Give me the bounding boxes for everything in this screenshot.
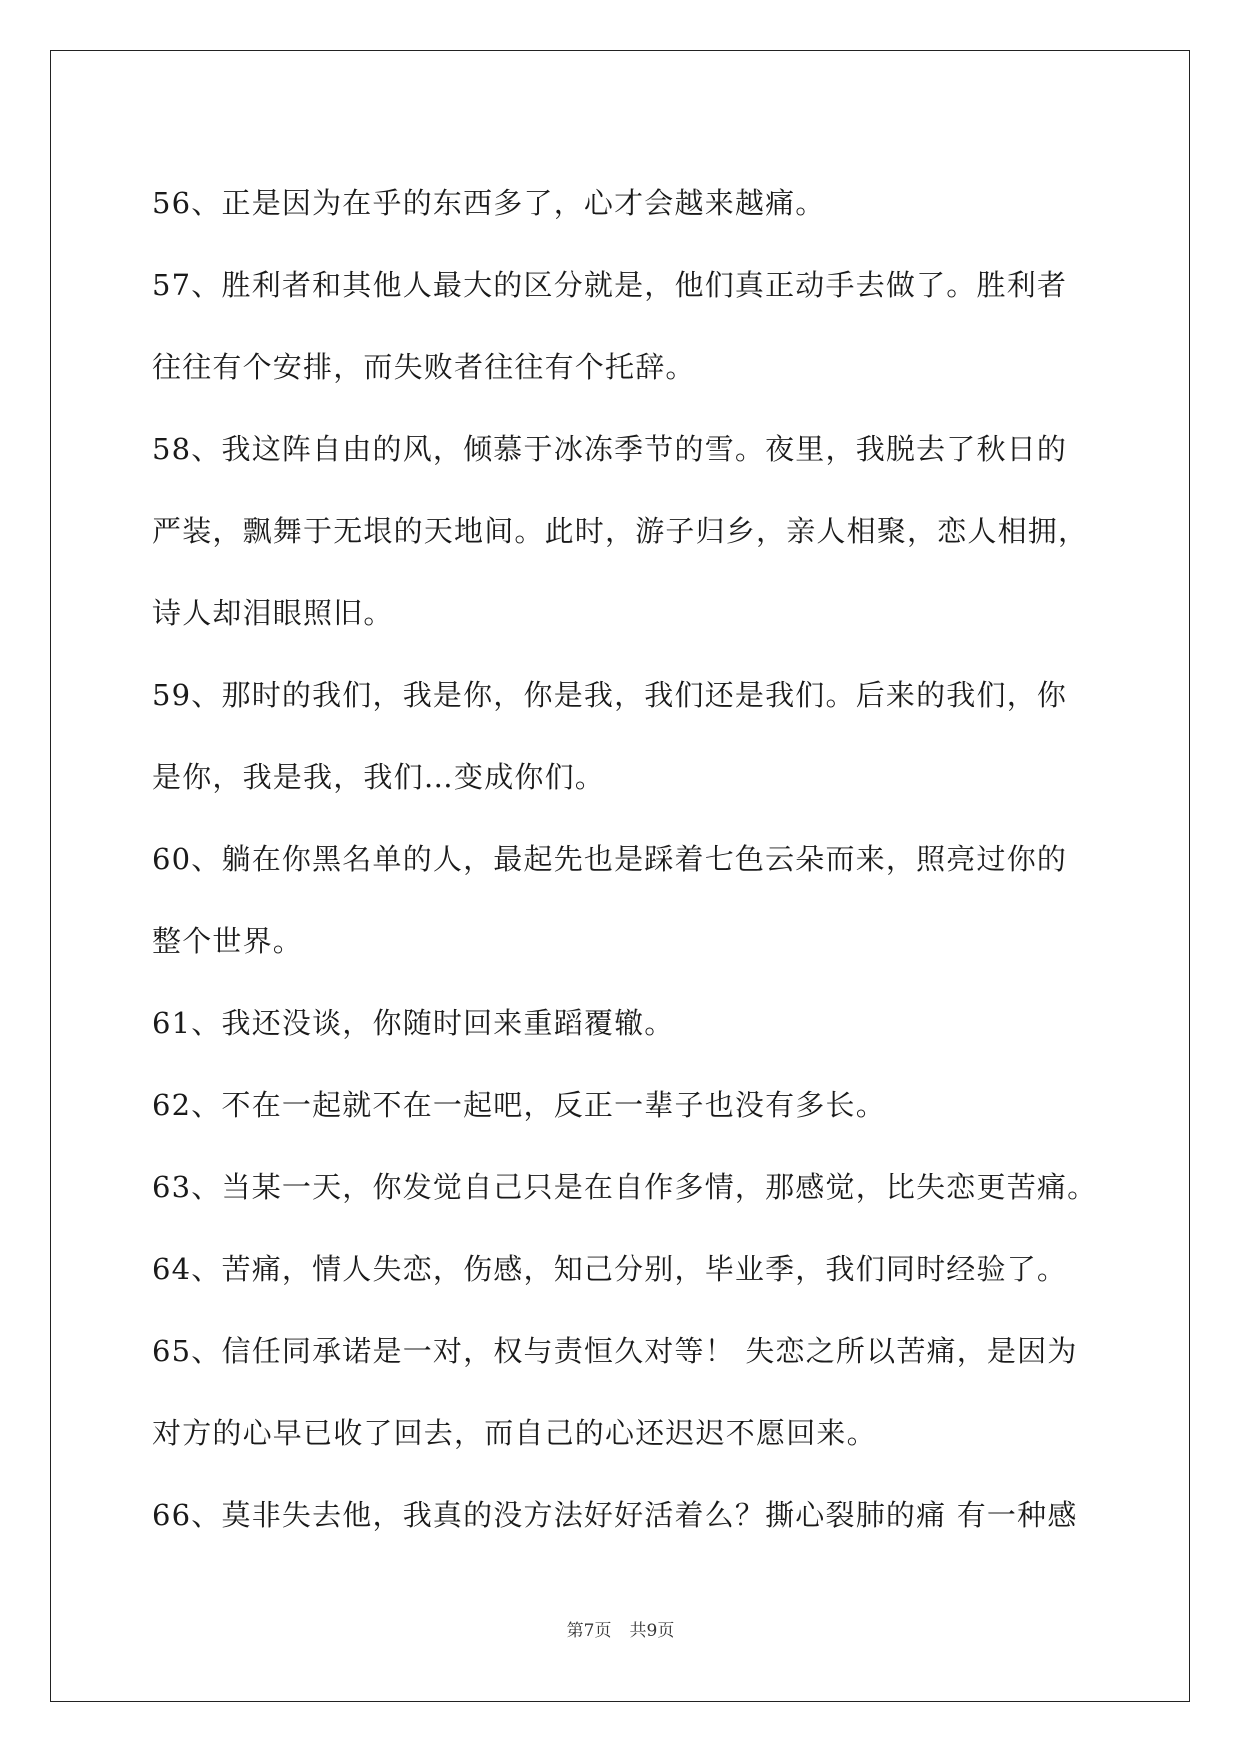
page-total: 共9页 [629,1621,675,1641]
page-number: 第7页 [566,1621,612,1641]
text-line: 诗人却泪眼照旧。 [152,596,394,630]
text-line: 61、我还没谈，你随时回来重蹈覆辙。 [152,1006,675,1040]
text-line: 整个世界。 [152,924,304,958]
text-line: 65、信任同承诺是一对，权与责恒久对等！ 失恋之所以苦痛，是因为 [152,1334,1078,1368]
text-line: 62、不在一起就不在一起吧，反正一辈子也没有多长。 [152,1088,886,1122]
text-line: 66、莫非失去他，我真的没方法好好活着么？撕心裂肺的痛 有一种感 [152,1498,1078,1532]
text-line: 是你，我是我，我们…变成你们。 [152,760,606,794]
text-line: 58、我这阵自由的风，倾慕于冰冻季节的雪。夜里，我脱去了秋日的 [152,432,1068,466]
text-line: 64、苦痛，情人失恋，伤感，知己分别，毕业季，我们同时经验了。 [152,1252,1068,1286]
text-line: 57、胜利者和其他人最大的区分就是，他们真正动手去做了。胜利者 [152,268,1068,302]
text-line: 59、那时的我们，我是你，你是我，我们还是我们。后来的我们，你 [152,678,1068,712]
text-line: 对方的心早已收了回去，而自己的心还迟迟不愿回来。 [152,1416,877,1450]
document-body [152,162,1112,1556]
text-line: 60、躺在你黑名单的人，最起先也是踩着七色云朵而来，照亮过你的 [152,842,1068,876]
text-line: 严装，飘舞于无垠的天地间。此时，游子归乡，亲人相聚，恋人相拥， [152,514,1089,548]
text-line: 56、正是因为在乎的东西多了，心才会越来越痛。 [152,186,826,220]
page-footer [0,1620,1241,1642]
text-line: 63、当某一天，你发觉自己只是在自作多情，那感觉，比失恋更苦痛。 [152,1170,1098,1204]
text-line: 往往有个安排，而失败者往往有个托辞。 [152,350,696,384]
